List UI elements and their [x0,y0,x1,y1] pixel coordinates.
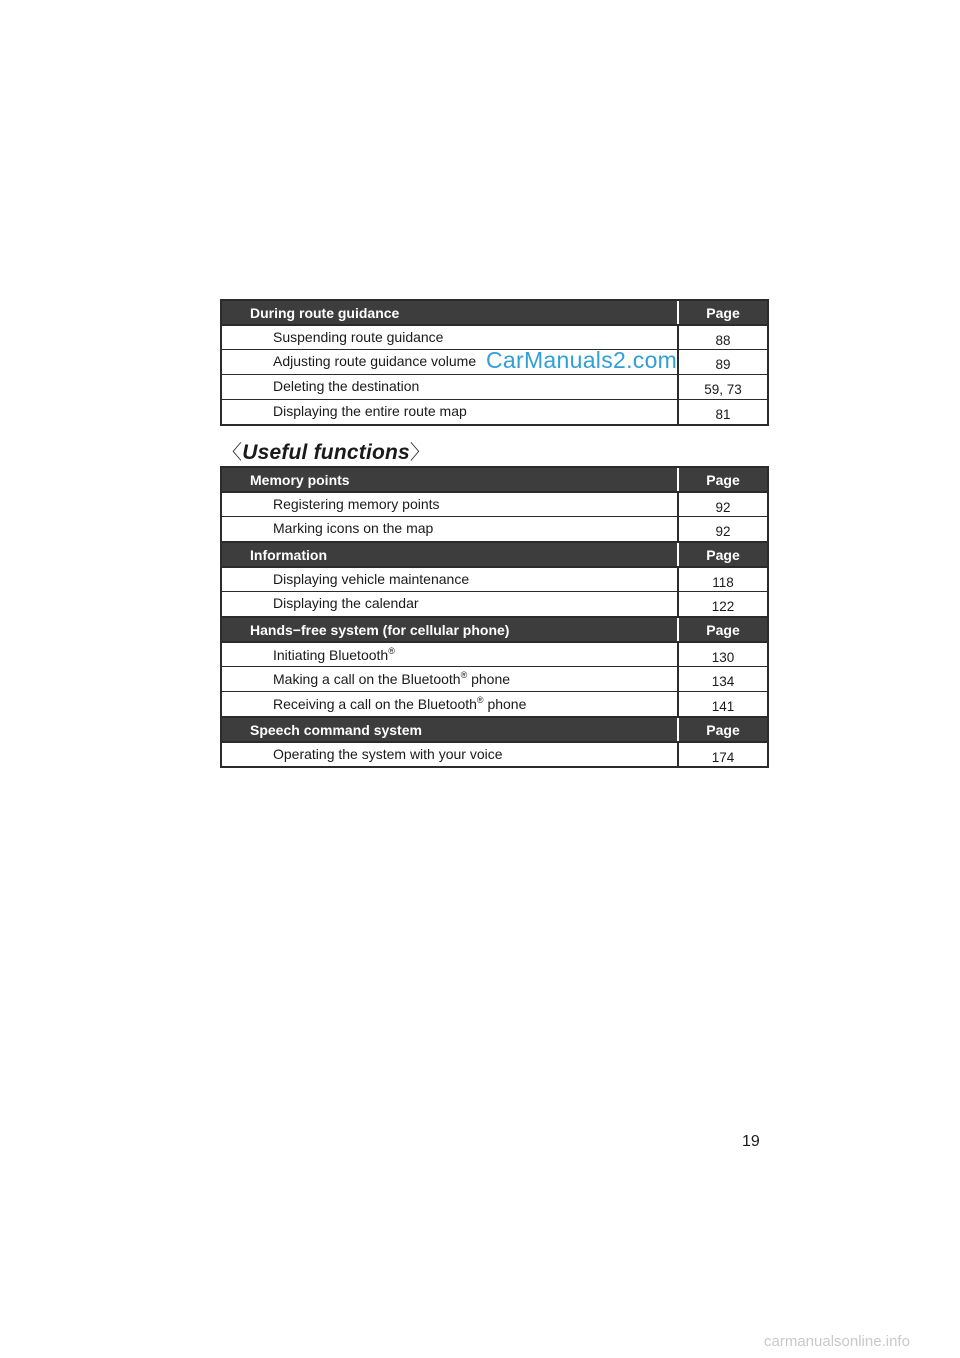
row-page: 88 [677,326,767,349]
row-page: 59, 73 [677,375,767,399]
table-row [222,491,767,516]
header-page: Page [677,718,767,741]
row-label-suffix: phone [483,696,527,712]
header-label: Memory points [250,471,350,488]
header-label: During route guidance [250,304,400,321]
table-header [222,299,767,324]
watermark-link[interactable]: CarManuals2.com [486,347,678,373]
row-label [222,692,677,716]
table-row [222,566,767,591]
header-label: Hands−free system (for cellular phone) [250,621,510,638]
header-page: Page [677,301,767,324]
row-label: Displaying vehicle maintenance [273,571,470,587]
row-page: 92 [677,517,767,541]
page-number: 19 [742,1133,760,1150]
table-row [222,641,767,666]
row-label: Marking icons on the map [273,520,434,536]
header-page: Page [677,618,767,641]
header-label: Information [250,546,327,563]
row-page: 141 [677,692,767,716]
table-header [222,616,767,641]
registered-mark: ® [460,670,468,680]
footer-watermark: carmanualsonline.info [764,1333,910,1350]
table-row [222,691,767,716]
useful-functions-table [220,466,769,768]
table-row [222,399,767,424]
table-row [222,591,767,616]
header-page: Page [677,468,767,491]
row-label [222,667,677,691]
table-row [222,374,767,399]
table-header [222,541,767,566]
row-label: Registering memory points [273,496,440,512]
row-page: 134 [677,667,767,691]
table-row [222,666,767,691]
row-page: 92 [677,493,767,516]
row-label: Operating the system with your voice [273,746,503,762]
row-page: 130 [677,643,767,666]
row-label: Displaying the entire route map [273,403,467,419]
table-header [222,466,767,491]
section-title-text: Useful functions [242,441,410,464]
row-label [222,643,677,666]
row-page: 118 [677,568,767,591]
row-label: Deleting the destination [273,378,420,394]
row-label: Adjusting route guidance volume [273,353,477,369]
row-label: Displaying the calendar [273,595,419,611]
table-row [222,741,767,766]
row-label-suffix: phone [467,671,511,687]
row-page: 122 [677,592,767,616]
row-label-text: Receiving a call on the Bluetooth [273,696,477,712]
table-row [222,324,767,349]
row-page: 81 [677,400,767,424]
table-header [222,716,767,741]
left-angle-bracket: 〈 [222,442,243,464]
right-angle-bracket: 〉 [409,442,431,464]
table-row [222,516,767,541]
header-label: Speech command system [250,721,422,738]
row-page: 89 [677,350,767,374]
row-label-text: Making a call on the Bluetooth [273,671,461,687]
row-page: 174 [677,743,767,766]
registered-mark: ® [388,646,395,656]
section-title [222,436,430,465]
row-label: Suspending route guidance [273,329,444,345]
row-label-text: Initiating Bluetooth [273,647,389,663]
registered-mark: ® [476,695,484,705]
header-page: Page [677,543,767,566]
